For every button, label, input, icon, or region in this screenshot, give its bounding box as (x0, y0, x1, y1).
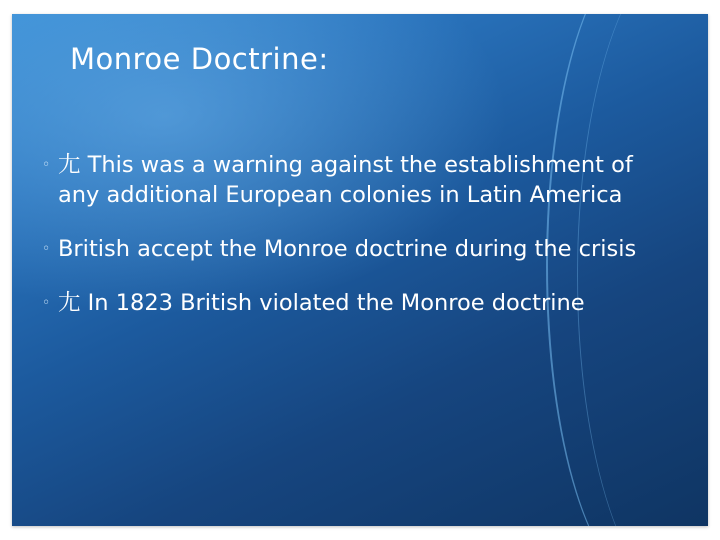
bullet-item (42, 150, 652, 210)
bullet-text: British accept the Monroe doctrine during the crisis (58, 236, 637, 262)
bullet-list (42, 150, 652, 342)
slide-title: Monroe Doctrine: (70, 42, 329, 76)
bullet-text: ⼪ This was a warning against the establishment of any additional European colonies in Latin America (58, 152, 633, 208)
bullet-icon: ◦ (42, 157, 51, 173)
bullet-icon: ◦ (42, 241, 51, 257)
bullet-item (42, 234, 652, 264)
bullet-icon: ◦ (42, 295, 51, 311)
bullet-item (42, 288, 652, 318)
bullet-text: ⼪ In 1823 British violated the Monroe doctrine (58, 290, 585, 316)
slide (12, 14, 708, 526)
